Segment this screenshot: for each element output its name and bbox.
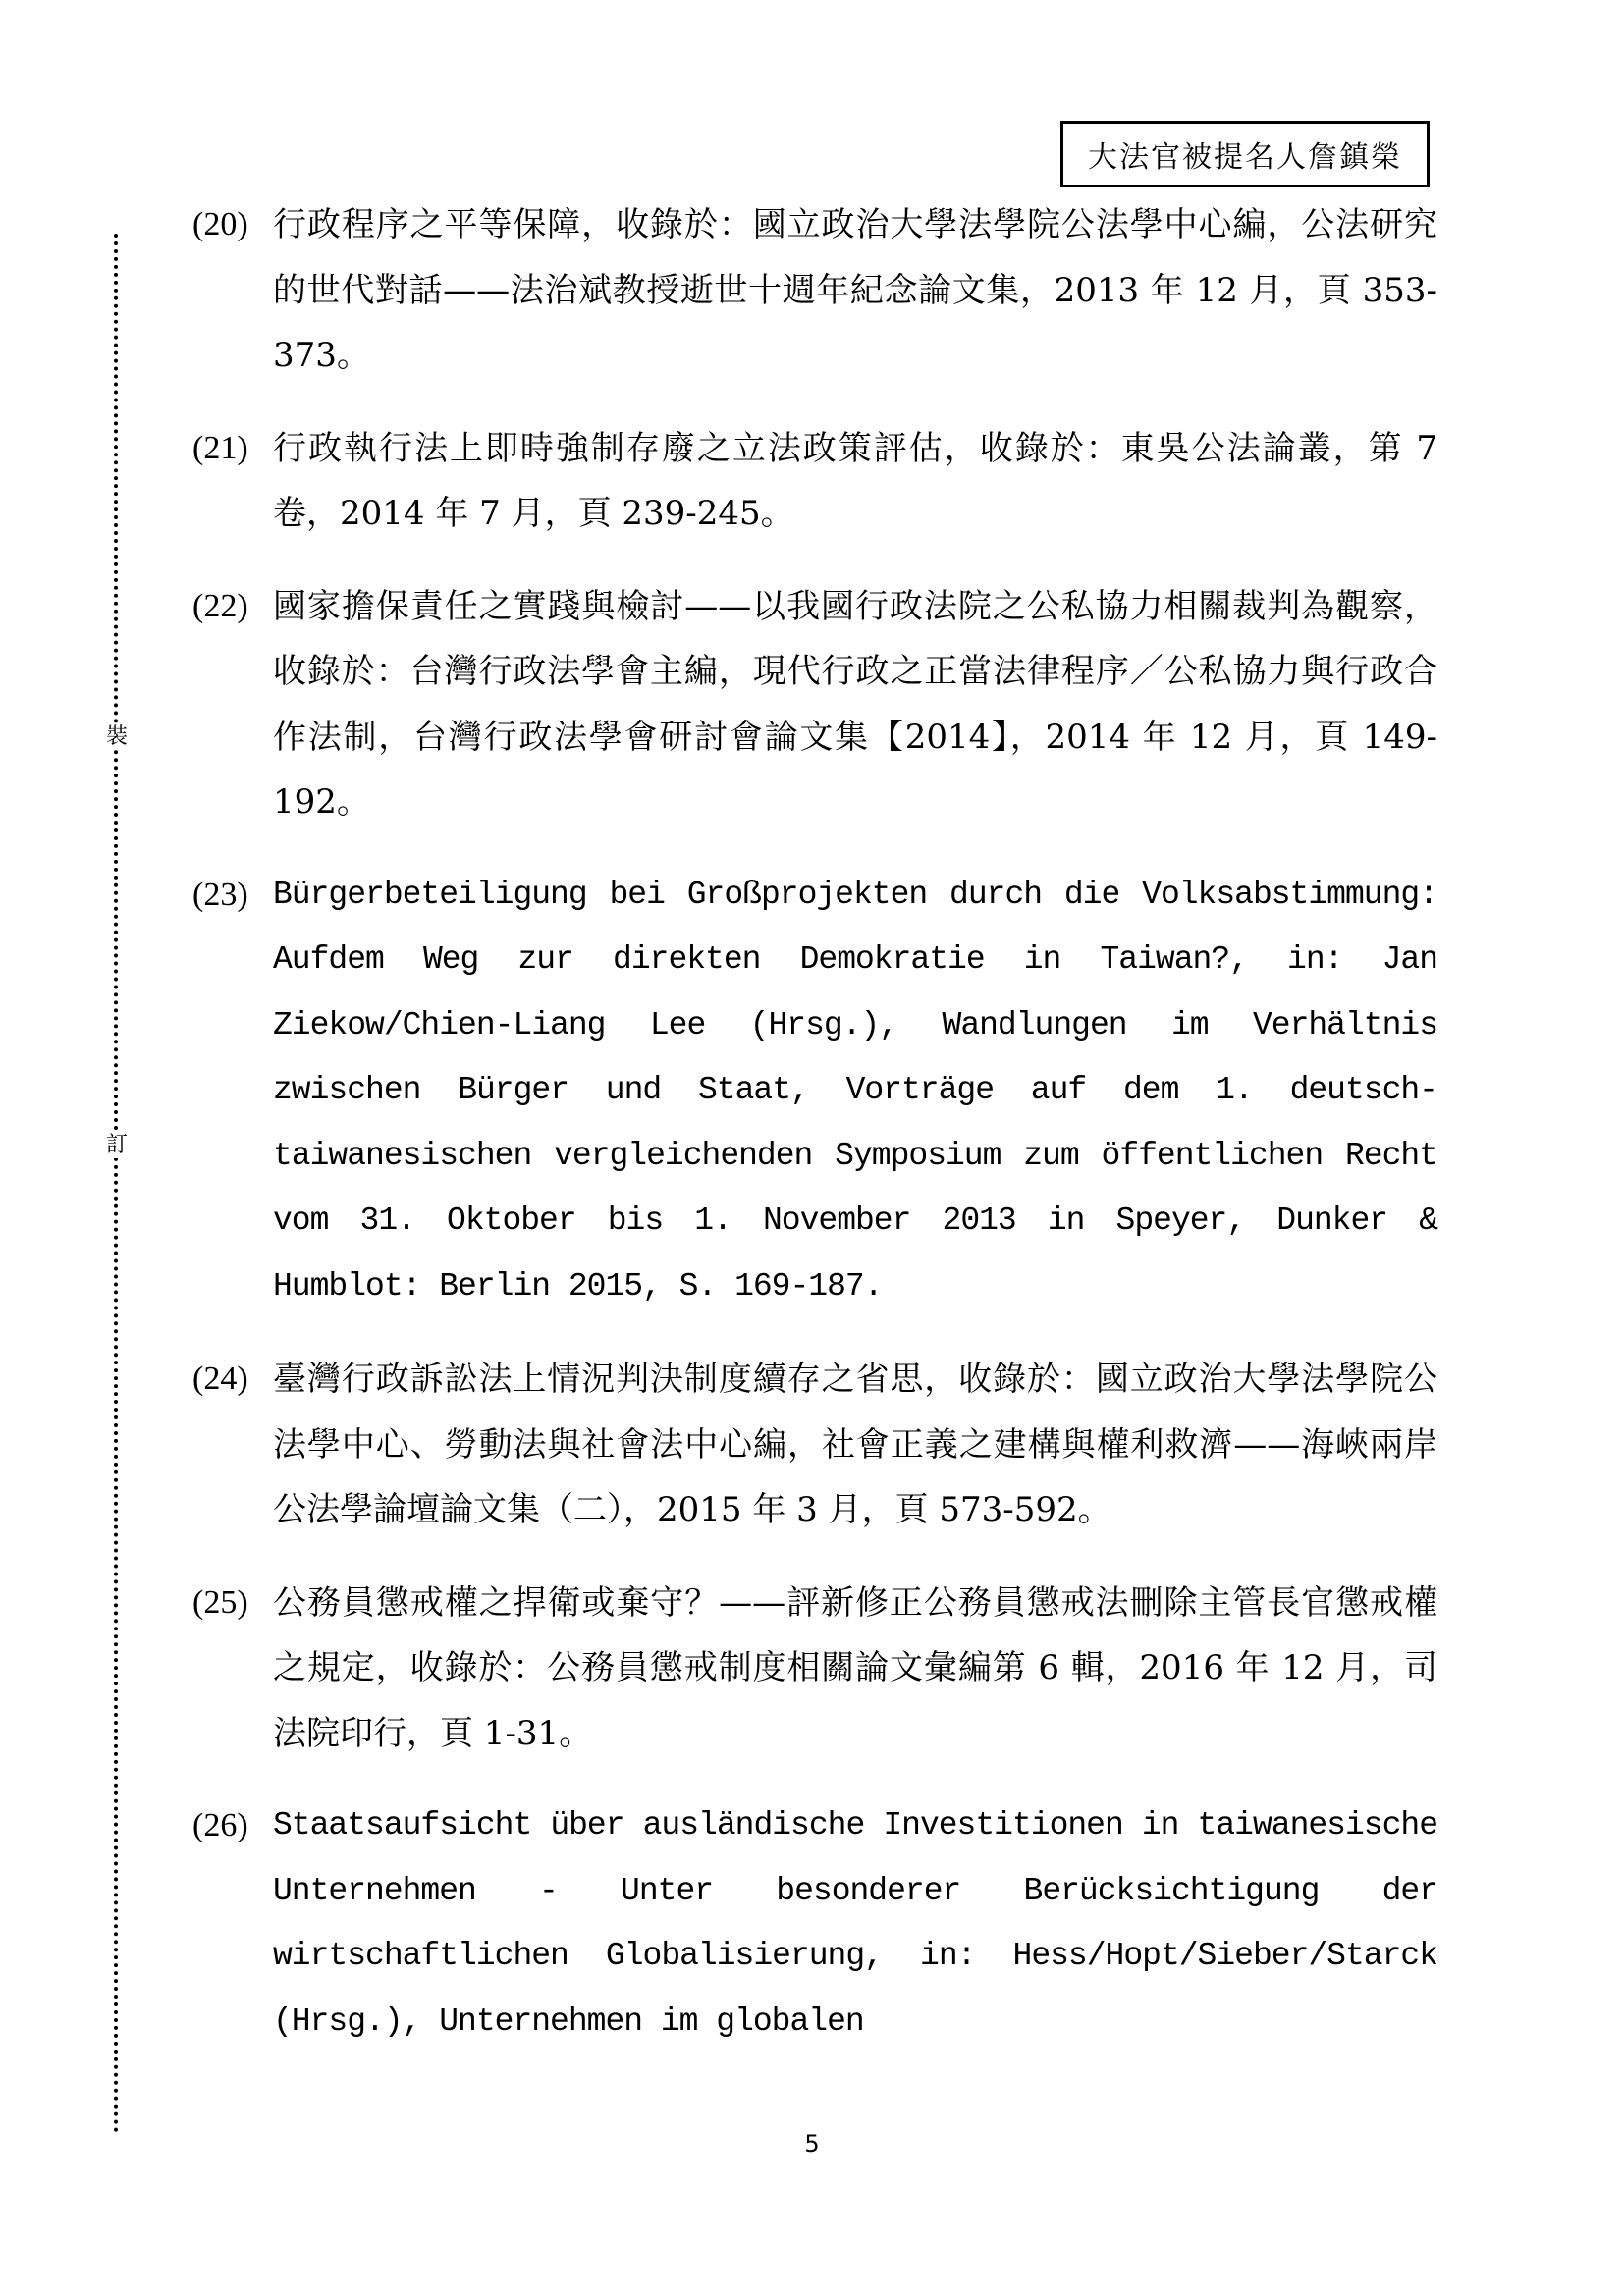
publication-entry xyxy=(192,1347,1437,1543)
entry-text: 公務員懲戒權之捍衛或棄守？——評新修正公務員懲戒法刪除主管長官懲戒權之規定，收錄於：公務員懲戒制度相關論文彙編第 6 輯，2016 年 12 月，司法院印行，頁 1-31。 xyxy=(273,1582,1437,1753)
header-label-text: 大法官被提名人詹鎮榮 xyxy=(1088,140,1402,175)
publication-entry xyxy=(192,416,1437,547)
page-number: 5 xyxy=(804,2130,820,2158)
entry-number: (22) xyxy=(192,587,248,624)
entry-text: Bürgerbeteiligung bei Großprojekten durch die Volksabstimmung: Aufdem Weg zur direkten Demokratie in Taiwan?, in: Jan Ziekow/Chien-Liang Lee (Hrsg.), Wandlungen im Verhältnis zwischen Bürger und Staat, Vorträge auf dem 1. deutsch-taiwanesischen vergleichenden Symposium zum öffentlichen Recht vom 31. Oktober bis 1. November 2013 in Speyer, Dunker & Humblot: Berlin 2015, S. 169-187. xyxy=(273,876,1437,1305)
binding-char-ding: 訂 xyxy=(102,1133,132,1158)
entry-number: (25) xyxy=(192,1583,248,1621)
binding-char-zhuang: 裝 xyxy=(102,724,132,750)
entry-text: 行政程序之平等保障，收錄於：國立政治大學法學院公法學中心編，公法研究的世代對話——法治斌教授逝世十週年紀念論文集，2013 年 12 月，頁 353-373。 xyxy=(273,205,1437,375)
entry-text: 臺灣行政訴訟法上情況判決制度續存之省思，收錄於：國立政治大學法學院公法學中心、勞動法與社會法中心編，社會正義之建構與權利救濟——海峽兩岸公法學論壇論文集（二），2015 年 3 月，頁 573-592。 xyxy=(273,1360,1437,1529)
entry-number: (24) xyxy=(192,1361,248,1397)
publication-entry xyxy=(192,1793,1437,2055)
publication-entry xyxy=(192,1571,1437,1767)
entry-number: (26) xyxy=(192,1807,248,1843)
publication-list xyxy=(192,192,1437,2082)
publication-entry xyxy=(192,574,1437,835)
entry-number: (20) xyxy=(192,206,248,242)
publication-entry xyxy=(192,192,1437,389)
entry-number: (21) xyxy=(192,429,248,466)
entry-number: (23) xyxy=(192,876,248,913)
entry-text: 行政執行法上即時強制存廢之立法政策評估，收錄於：東吳公法論叢，第 7 卷，2014 年 7 月，頁 239-245。 xyxy=(273,428,1437,533)
header-nominee-label xyxy=(1060,121,1430,187)
binding-dotted-line xyxy=(114,234,118,2134)
entry-text: 國家擔保責任之實踐與檢討——以我國行政法院之公私協力相關裁判為觀察，收錄於：台灣行政法學會主編，現代行政之正當法律程序／公私協力與行政合作法制，台灣行政法學會研討會論文集【2014】，2014 年 12 月，頁 149-192。 xyxy=(273,586,1437,822)
entry-text: Staatsaufsicht über ausländische Investitionen in taiwanesische Unternehmen - Unter besonderer Berücksichtigung der wirtschaftlichen Globalisierung, in: Hess/Hopt/Sieber/Starck (Hrsg.), Unternehmen im globalen xyxy=(273,1807,1437,2040)
publication-entry xyxy=(192,863,1437,1320)
